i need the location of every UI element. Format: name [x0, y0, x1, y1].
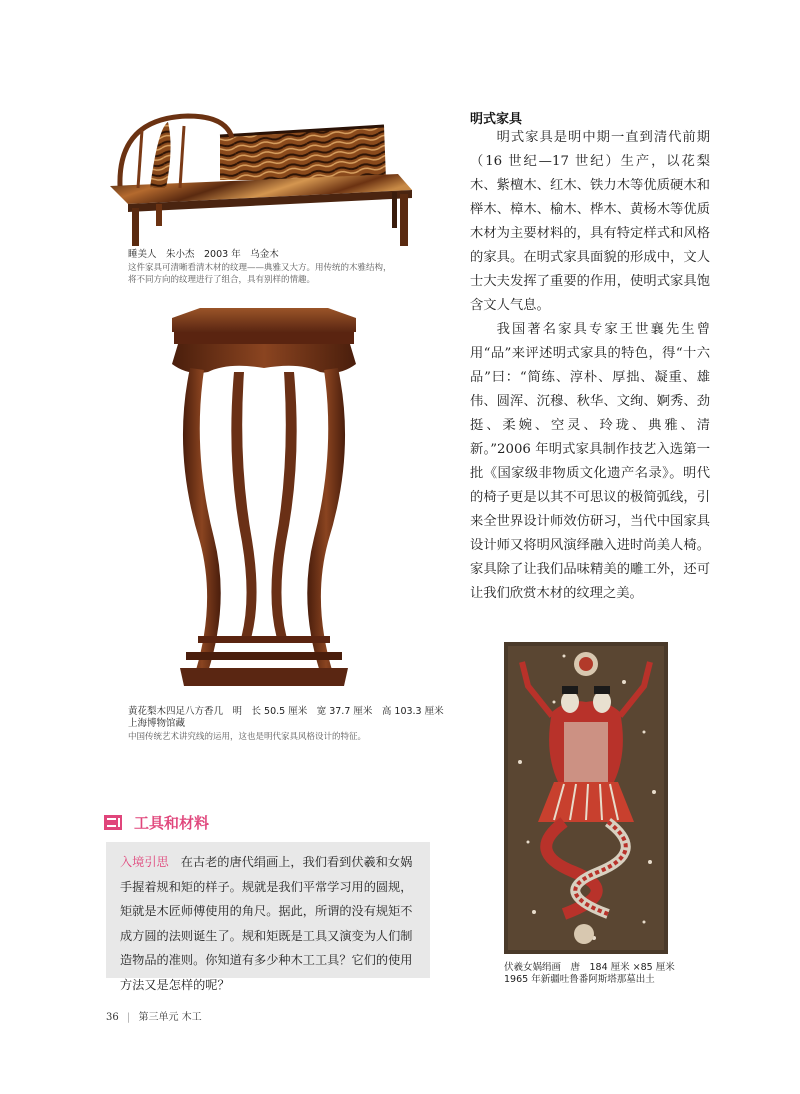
section-number-icon: [104, 815, 122, 830]
footer-unit: 第三单元: [138, 1012, 179, 1023]
intro-label: 入境引思: [120, 855, 169, 869]
fuxi-nuwa-painting: [504, 642, 668, 954]
intro-text-block: [106, 842, 430, 997]
page-footer: [106, 1008, 202, 1023]
incense-stand-illustration: [160, 302, 368, 698]
bench-caption-title: 睡美人 朱小杰 2003 年 乌金木: [128, 249, 279, 260]
intro-box: [106, 842, 430, 992]
section-title: 工具和材料: [134, 814, 210, 832]
article-paragraph-2: 我国著名家具专家王世襄先生曾用“品”来评述明式家具的特色，得“十六品”曰：“简练、淳朴、厚拙、凝重、雄伟、圆浑、沉穆、秋华、文绚、婀秀、劲挺、柔婉、空灵、玲珑、典雅、清新。”2006 年明式家具制作技艺入选第一批《国家级非物质文化遗产名录》。明代的椅子更是以其不可思议的极简弧线，引来全世界设计师效仿研习，当代中国家具设计师又将明风演绎融入进时尚美人椅。家具除了让我们品味精美的雕工外，还可让我们欣赏木材的纹理之美。: [470, 322, 710, 601]
painting-caption-title: 伏羲女娲绢画 唐 184 厘米 ×85 厘米 1965 年新疆吐鲁番阿斯塔那墓出土: [504, 962, 675, 985]
stand-caption-desc: 中国传统艺术讲究线的运用，这也是明代家具风格设计的特征。: [128, 732, 367, 742]
footer-separator: |: [126, 1012, 131, 1023]
intro-text: 在古老的唐代绢画上，我们看到伏羲和女娲手握着规和矩的样子。规就是我们平常学习用的圆规，矩就是木匠师傅使用的角尺。据此，所谓的没有规矩不成方圆的法则诞生了。规和矩既是工具又演变为人们制造物品的准则。你知道有多少种木工工具？它们的使用方法又是怎样的呢？: [120, 855, 413, 992]
fuxi-nuwa-illustration: [504, 642, 668, 954]
footer-chapter: 木工: [181, 1012, 202, 1023]
article-paragraph-1: 明式家具是明中期一直到清代前期（16 世纪—17 世纪）生产，以花梨木、紫檀木、红木、铁力木等优质硬木和榉木、樟木、榆木、桦木、黄杨木等优质木材为主要材料的，具有特定样式和风格的家具。在明式家具面貌的形成中，文人士大夫发挥了重要的作用，使明式家具饱含文人气息。: [470, 130, 710, 313]
bench-illustration: [108, 108, 420, 248]
bench-photo: [108, 108, 420, 248]
article-title: 明式家具: [470, 112, 523, 127]
stand-caption-title: 黄花梨木四足八方香几 明 长 50.5 厘米 宽 37.7 厘米 高 103.3 厘米 上海博物馆藏: [128, 706, 444, 729]
page-number: 36: [106, 1012, 119, 1023]
section-header: [104, 812, 209, 833]
article-body: [470, 126, 710, 606]
bench-caption-desc: 这件家具可清晰看清木材的纹理——典雅又大方。用传统的木雅结构， 将不同方向的纹理进行了组合，具有别样的情趣。: [128, 263, 392, 285]
incense-stand-photo: [160, 302, 368, 698]
